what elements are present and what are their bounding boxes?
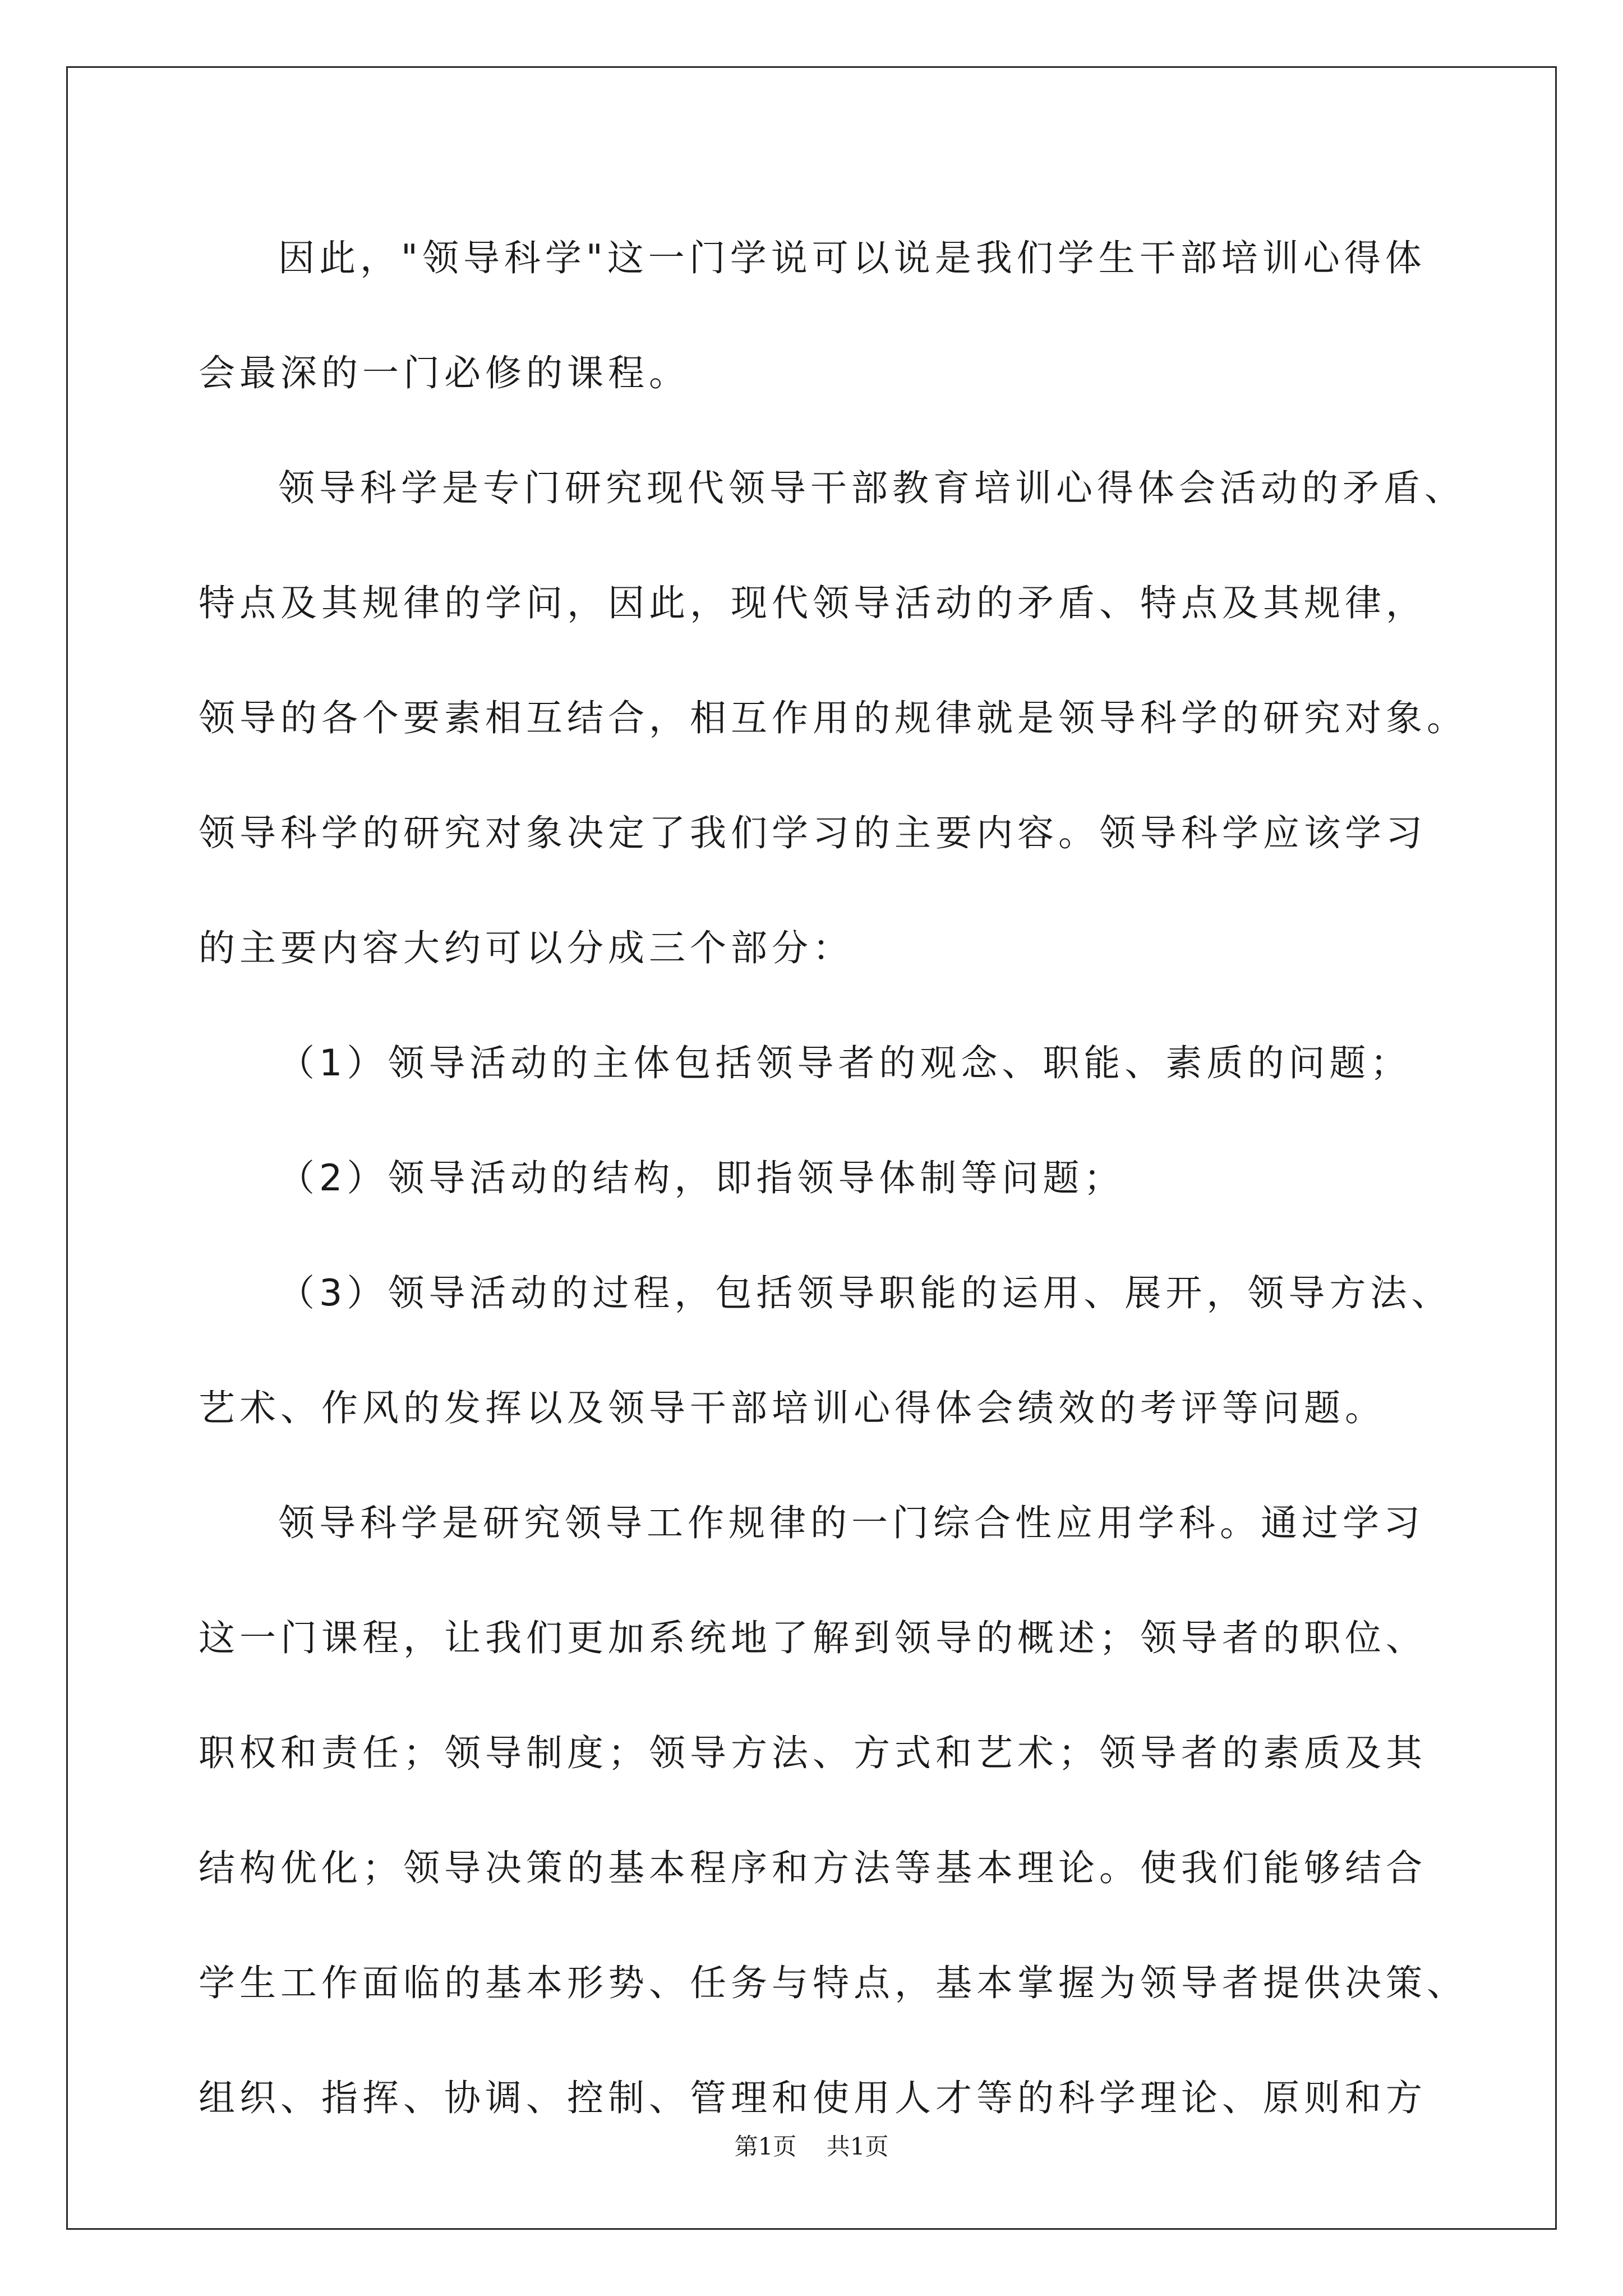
text-line: （1）领导活动的主体包括领导者的观念、职能、素质的问题； <box>278 1042 1412 1084</box>
page-number-total: 共1页 <box>826 2133 889 2160</box>
page-number-current: 第1页 <box>734 2133 797 2160</box>
text-line: 领导科学是专门研究现代领导干部教育培训心得体会活动的矛盾、 <box>278 467 1466 509</box>
text-line: 领导科学是研究领导工作规律的一门综合性应用学科。通过学习 <box>278 1502 1425 1544</box>
text-line: 艺术、作风的发挥以及领导干部培训心得体会绩效的考评等问题。 <box>199 1387 1386 1429</box>
document-body <box>199 201 1468 2156</box>
text-line: 的主要内容大约可以分成三个部分： <box>199 927 854 969</box>
text-line: 会最深的一门必修的课程。 <box>199 352 690 394</box>
text-line: 因此，"领导科学"这一门学说可以说是我们学生干部培训心得体 <box>278 237 1426 279</box>
text-line: 结构优化；领导决策的基本程序和方法等基本理论。使我们能够结合 <box>199 1847 1427 1889</box>
text-line: （3）领导活动的过程，包括领导职能的运用、展开，领导方法、 <box>278 1272 1453 1314</box>
text-line: 学生工作面临的基本形势、任务与特点，基本掌握为领导者提供决策、 <box>199 1962 1468 2004</box>
page-footer <box>0 2130 1623 2164</box>
text-line: 这一门课程，让我们更加系统地了解到领导的概述；领导者的职位、 <box>199 1617 1427 1659</box>
text-line: 特点及其规律的学问，因此，现代领导活动的矛盾、特点及其规律， <box>199 582 1427 624</box>
text-line: 职权和责任；领导制度；领导方法、方式和艺术；领导者的素质及其 <box>199 1732 1427 1774</box>
text-line: 组织、指挥、协调、控制、管理和使用人才等的科学理论、原则和方 <box>199 2077 1427 2119</box>
text-line: 领导的各个要素相互结合，相互作用的规律就是领导科学的研究对象。 <box>199 697 1468 739</box>
text-line: （2）领导活动的结构，即指领导体制等问题； <box>278 1157 1125 1199</box>
text-line: 领导科学的研究对象决定了我们学习的主要内容。领导科学应该学习 <box>199 812 1427 854</box>
